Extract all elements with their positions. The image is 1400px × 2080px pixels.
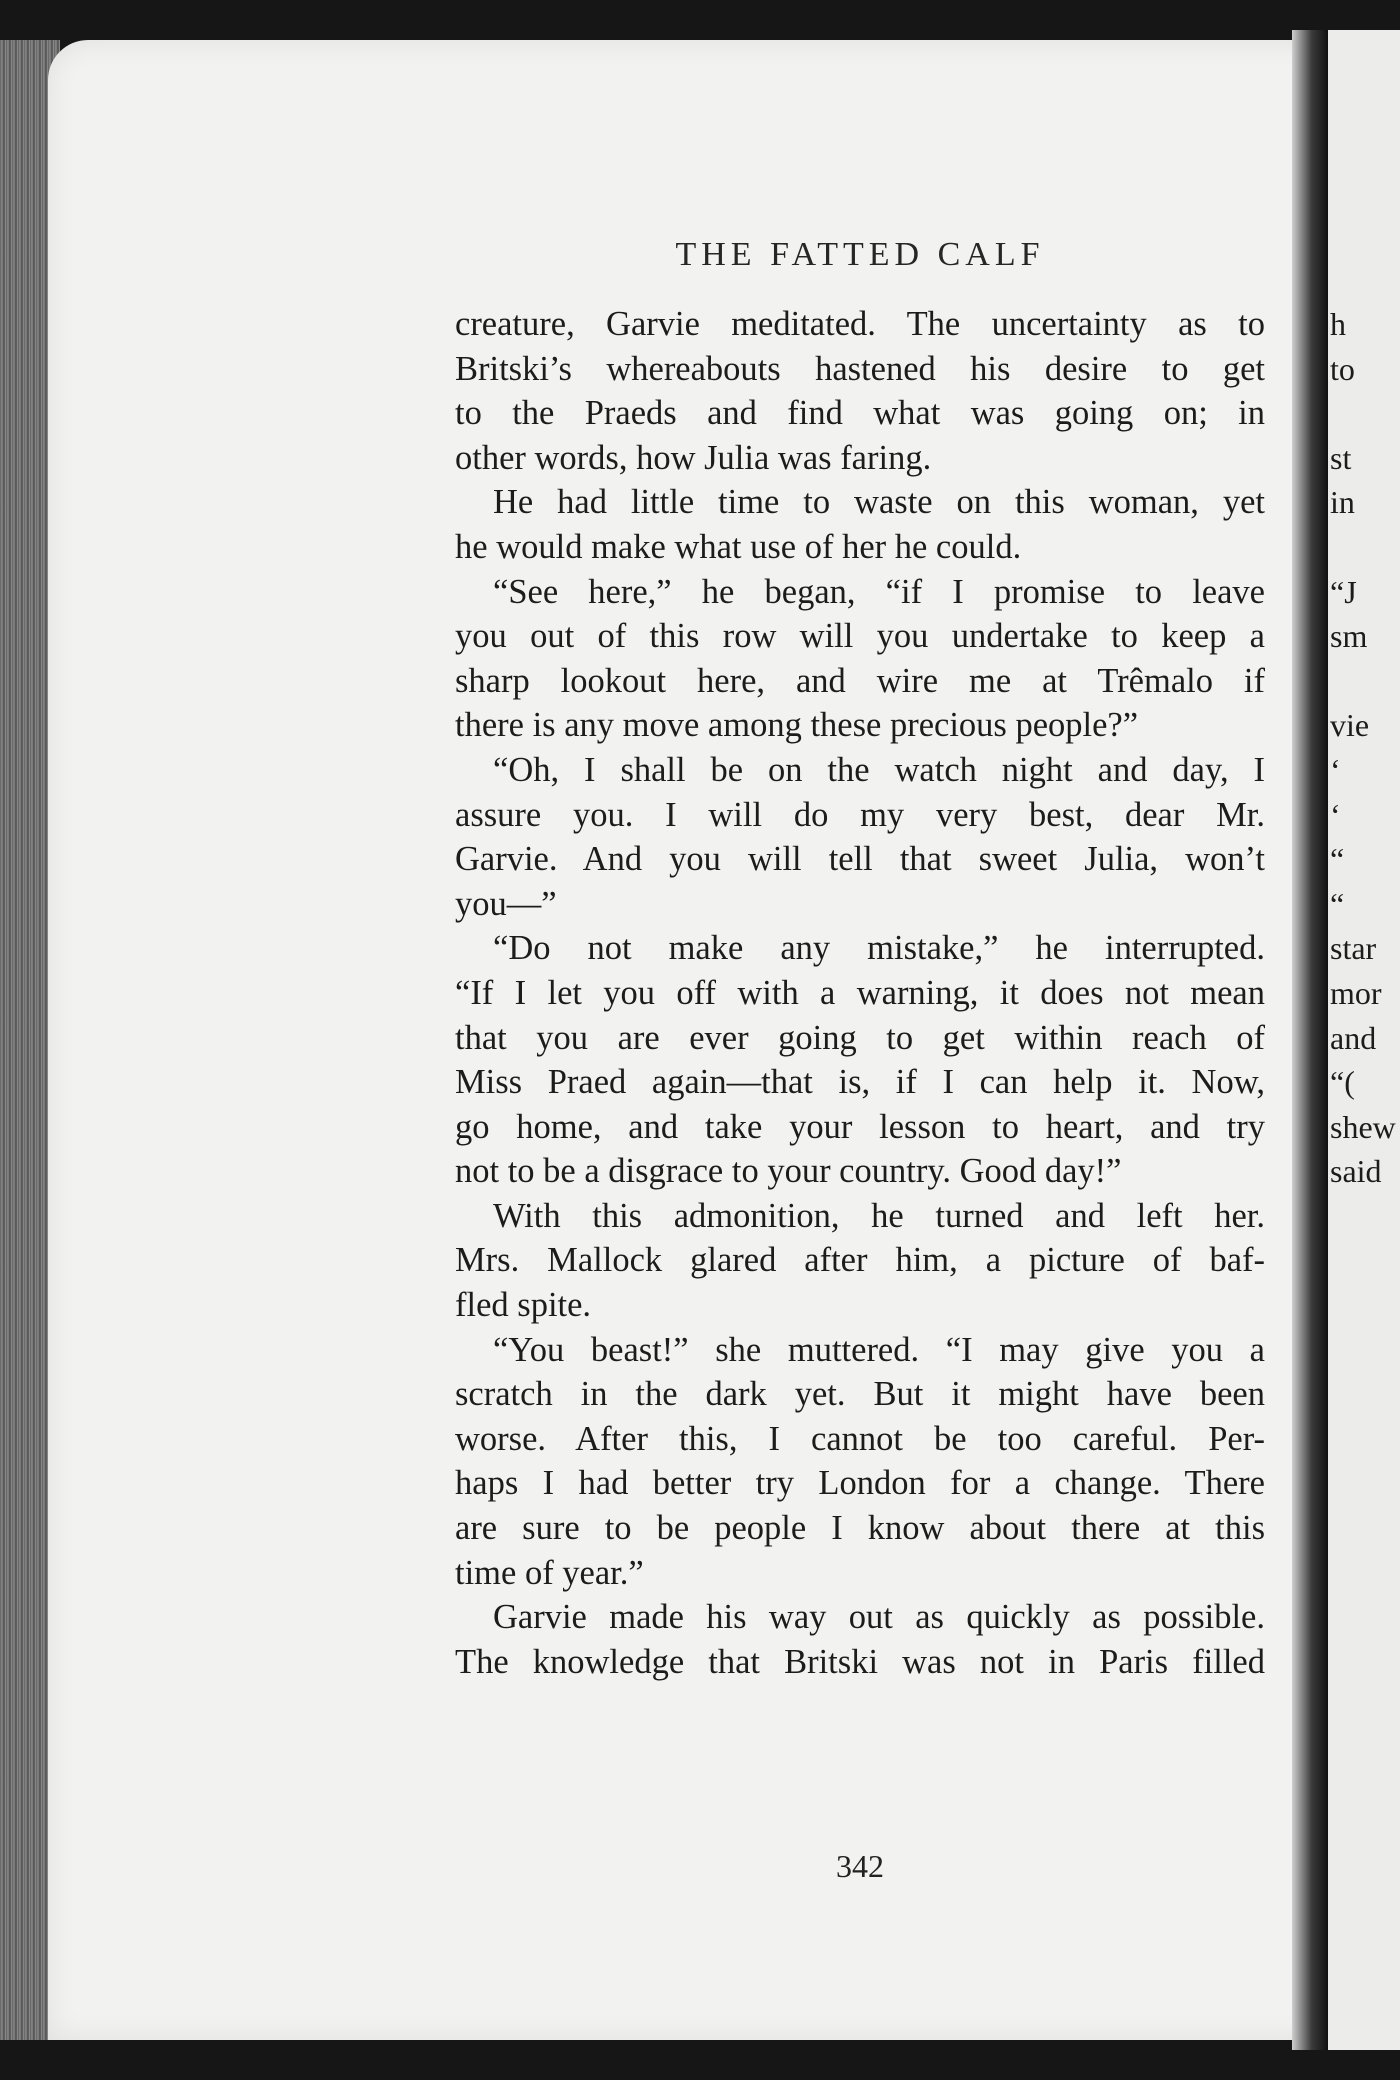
text-line: sharp lookout here, and wire me at Trêmalo if bbox=[455, 661, 1265, 700]
running-head: THE FATTED CALF bbox=[675, 236, 1045, 273]
right-page-fragment bbox=[1330, 659, 1400, 704]
text-line: The knowledge that Britski was not in Paris filled bbox=[455, 1642, 1265, 1681]
body-text bbox=[455, 302, 1265, 1684]
page-number: 342 bbox=[836, 1848, 884, 1884]
right-page-fragment: and bbox=[1330, 1019, 1377, 1056]
text-line: not to be a disgrace to your country. Good day!” bbox=[455, 1152, 1122, 1191]
right-page-fragment: said bbox=[1330, 1153, 1382, 1190]
text-line: Mrs. Mallock glared after him, a picture of baf- bbox=[455, 1241, 1265, 1280]
right-page-fragment: ‘ bbox=[1330, 751, 1341, 788]
text-line: With this admonition, he turned and left her. bbox=[493, 1196, 1265, 1235]
text-line: He had little time to waste on this woman, yet bbox=[493, 483, 1265, 522]
text-line: you out of this row will you undertake to keep a bbox=[455, 617, 1265, 656]
text-line: other words, how Julia was faring. bbox=[455, 438, 932, 477]
text-line: Miss Praed again—that is, if I can help it. Now, bbox=[455, 1063, 1265, 1102]
text-line: Garvie made his way out as quickly as possible. bbox=[493, 1598, 1265, 1637]
text-line: are sure to be people I know about there at this bbox=[455, 1509, 1265, 1548]
right-page-fragment: vie bbox=[1330, 707, 1370, 744]
right-page-fragment: to bbox=[1330, 350, 1355, 387]
text-line: to the Praeds and find what was going on; in bbox=[455, 394, 1265, 433]
text-line: “Oh, I shall be on the watch night and day, I bbox=[493, 750, 1265, 789]
text-line: assure you. I will do my very best, dear Mr. bbox=[455, 795, 1265, 834]
right-page-fragment: h bbox=[1330, 306, 1346, 342]
text-line: creature, Garvie meditated. The uncertainty as to bbox=[455, 305, 1265, 343]
right-page-fragment: st bbox=[1330, 439, 1352, 476]
text-line: “See here,” he began, “if I promise to leave bbox=[493, 572, 1265, 611]
right-page-fragment: “ bbox=[1330, 885, 1345, 922]
text-line: haps I had better try London for a change. There bbox=[455, 1464, 1265, 1503]
text-line: time of year.” bbox=[455, 1553, 644, 1592]
right-page-fragment: in bbox=[1330, 484, 1355, 521]
right-page-fragment: “ bbox=[1330, 841, 1345, 878]
text-line: scratch in the dark yet. But it might have been bbox=[455, 1375, 1265, 1414]
right-page-text-fragments bbox=[1330, 302, 1400, 1194]
text-line: Britski’s whereabouts hastened his desire to get bbox=[455, 349, 1265, 388]
text-line: that you are ever going to get within reach of bbox=[455, 1018, 1265, 1057]
text-line: you—” bbox=[455, 884, 557, 923]
text-line: “If I let you off with a warning, it does not mean bbox=[455, 973, 1265, 1012]
right-page-fragment: shew bbox=[1330, 1108, 1396, 1145]
right-page-fragment: “J bbox=[1330, 573, 1357, 610]
text-line: worse. After this, I cannot be too careful. Per- bbox=[455, 1419, 1265, 1458]
text-line: “You beast!” she muttered. “I may give you a bbox=[493, 1330, 1265, 1369]
book-gutter bbox=[1292, 30, 1328, 2050]
right-page-fragment: star bbox=[1330, 930, 1377, 967]
text-line: he would make what use of her he could. bbox=[455, 527, 1022, 566]
text-line: fled spite. bbox=[455, 1286, 592, 1325]
right-page-fragment: ‘ bbox=[1330, 796, 1341, 833]
right-page-fragment bbox=[1330, 525, 1400, 570]
right-page-fragment: mor bbox=[1330, 974, 1382, 1011]
text-line: there is any move among these precious people?” bbox=[455, 706, 1139, 745]
text-line: go home, and take your lesson to heart, and try bbox=[455, 1107, 1265, 1146]
text-line: Garvie. And you will tell that sweet Julia, won’t bbox=[455, 840, 1265, 879]
right-page-fragment bbox=[1330, 391, 1400, 436]
right-page-fragment: sm bbox=[1330, 618, 1368, 655]
text-line: “Do not make any mistake,” he interrupted. bbox=[493, 929, 1265, 968]
right-page-fragment: “( bbox=[1330, 1064, 1355, 1101]
